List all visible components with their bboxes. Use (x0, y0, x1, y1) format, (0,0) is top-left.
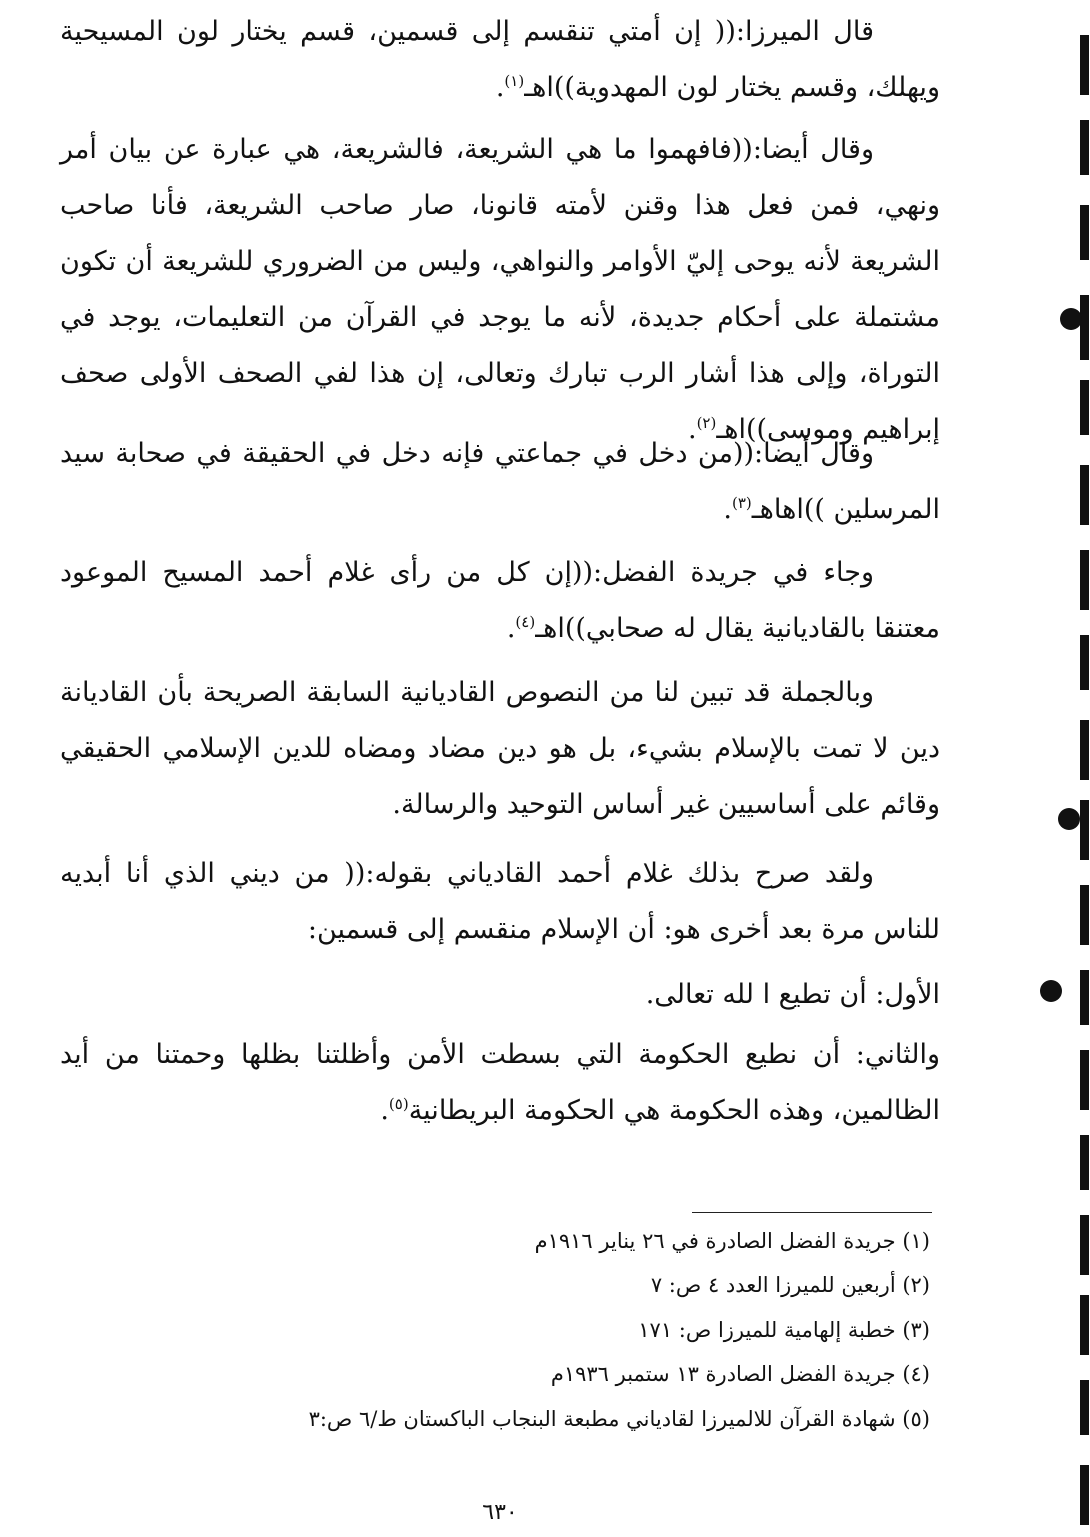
binder-hole (1058, 808, 1080, 830)
scan-mark (1080, 1215, 1089, 1275)
footnote-1: (١) جريدة الفضل الصادرة في ٢٦ يناير ١٩١٦م (534, 1229, 930, 1253)
scan-mark (1080, 1295, 1089, 1355)
paragraph-4: وجاء في جريدة الفضل:((إن كل من رأى غلام أحمد المسيح الموعود معتنقا بالقاديانية يقال له صحابي))اهـ$^{(٤)}$. (60, 557, 940, 644)
scan-mark (1080, 970, 1089, 1025)
scan-mark (1080, 1380, 1089, 1435)
scan-mark (1080, 720, 1089, 780)
scan-mark (1080, 295, 1089, 360)
paragraph-7: الأول: أن تطيع ا لله تعالى. (645, 979, 940, 1010)
scan-mark (1080, 885, 1089, 945)
page-number: ٦٣٠ (482, 1500, 518, 1525)
paragraph-3: وقال أيضا:((من دخل في جماعتي فإنه دخل في الحقيقة في صحابة سيد المرسلين ))اهاهـ$^{(٣)}$. (60, 438, 940, 525)
footnote-separator (692, 1212, 932, 1213)
footnote-ref-5[interactable]: (٥) (388, 1095, 409, 1113)
scan-mark (1080, 550, 1089, 610)
footnote-2: (٢) أربعين للميرزا العدد ٤ ص: ٧ (650, 1273, 930, 1297)
paragraph-5: وبالجملة قد تبين لنا من النصوص القاديانية السابقة الصريحة بأن القاديانة دين لا تمت بالإسلام بشيء، بل هو دين مضاد ومضاه للدين الإسلامي الحقيقي وقائم على أساسيين غير أساس التوحيد والرسالة. (60, 677, 940, 820)
scan-mark (1080, 1050, 1089, 1110)
scan-mark (1080, 465, 1089, 525)
footnote-4: (٤) جريدة الفضل الصادرة ١٣ ستمبر ١٩٣٦م (550, 1362, 930, 1386)
footnote-ref-3[interactable]: (٣) (731, 494, 752, 512)
scan-mark (1080, 1465, 1089, 1525)
scan-mark (1080, 1135, 1089, 1190)
scan-mark (1080, 120, 1089, 175)
paragraph-8: والثاني: أن نطيع الحكومة التي بسطت الأمن وأظلتنا بظلها وحمتنا من أيد الظالمين، وهذه الحكومة هي الحكومة البريطانية$^{(٥)}$. (60, 1039, 940, 1126)
page (60, 0, 940, 1537)
scan-mark (1080, 35, 1089, 95)
footnote-5: (٥) شهادة القرآن للالميرزا لقادياني مطبعة البنجاب الباكستان ط/٦ ص:٣ (308, 1407, 930, 1431)
footnote-ref-4[interactable]: (٤) (515, 613, 536, 631)
footnote-3: (٣) خطبة إلهامية للميرزا ص: ١٧١ (638, 1318, 930, 1342)
scan-mark (1080, 380, 1089, 435)
scan-mark (1080, 205, 1089, 260)
footnote-ref-1[interactable]: (١) (504, 72, 525, 90)
paragraph-6: ولقد صرح بذلك غلام أحمد القادياني بقوله:(( من ديني الذي أنا أبديه للناس مرة بعد أخرى هو: أن الإسلام منقسم إلى قسمين: (60, 858, 940, 945)
scan-mark (1080, 635, 1089, 690)
paragraph-2: وقال أيضا:((فافهموا ما هي الشريعة، فالشريعة، هي عبارة عن بيان أمر ونهي، فمن فعل هذا وقنن لأمته قانونا، صار صاحب الشريعة، فأنا صاحب الشريعة لأنه يوحى إليّ الأوامر والنواهي، وليس من الضروري للشريعة أن تكون مشتملة على أحكام جديدة، لأنه ما يوجد في القرآن من التعليمات، يوجد في التوراة، وإلى هذا أشار الرب تبارك وتعالى، إن هذا لفي الصحف الأولى صحف إبراهيم وموسى))اهـ$^{(٢)}$. (60, 134, 940, 445)
scan-mark (1080, 800, 1089, 860)
footnote-ref-2[interactable]: (٢) (696, 414, 717, 432)
paragraph-1: قال الميرزا:(( إن أمتي تنقسم إلى قسمين، قسم يختار لون المسيحية ويهلك، وقسم يختار لون المهدوية))اهـ$^{(١)}$. (60, 16, 940, 103)
binder-hole (1040, 980, 1062, 1002)
binder-hole (1060, 308, 1082, 330)
